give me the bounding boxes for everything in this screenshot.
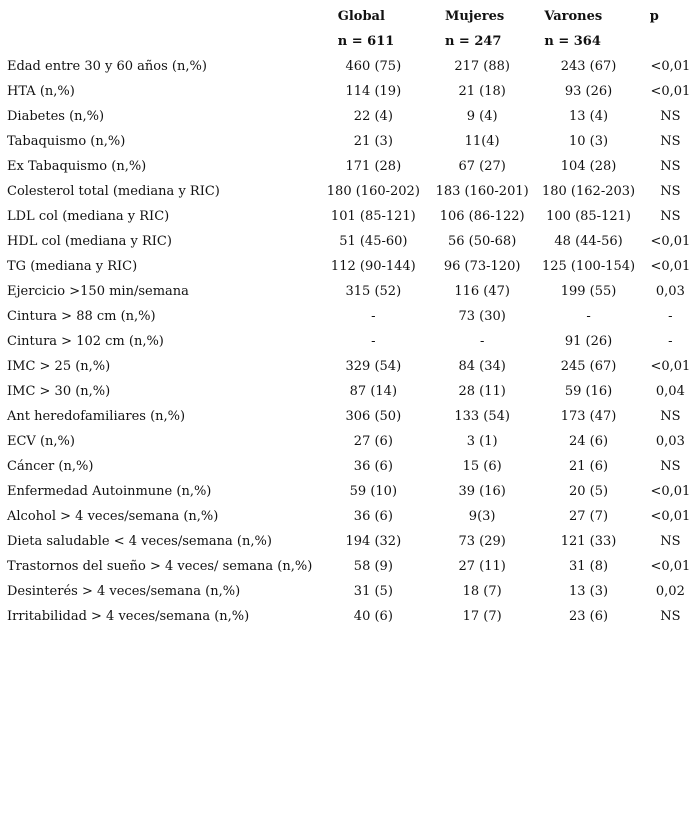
cell-p: <0,01 [650,509,691,524]
row-label: Ex Tabaquismo (n,%) [7,159,147,174]
cell-mujeres: 3 (1) [466,434,498,449]
table-row [3,129,699,154]
cell-p: - [668,334,673,349]
row-label: Cintura > 88 cm (n,%) [7,309,156,324]
row-label: Diabetes (n,%) [7,109,105,124]
table-row [3,404,699,429]
cell-mujeres: 15 (6) [462,459,502,474]
cell-p: NS [660,134,681,149]
cell-varones: 243 (67) [560,59,617,74]
row-label: Enfermedad Autoinmune (n,%) [7,484,212,499]
cell-global: 21 (3) [353,134,393,149]
cell-mujeres: 217 (88) [454,59,510,74]
row-label: HDL col (mediana y RIC) [7,234,172,249]
cell-mujeres: 73 (29) [458,534,506,549]
cell-varones: 121 (33) [560,534,617,549]
header-p: p [649,9,659,24]
row-label: IMC > 25 (n,%) [7,359,111,374]
table-row [3,204,699,229]
cell-global: 58 (9) [353,559,393,574]
cell-global: 22 (4) [353,109,393,124]
cell-mujeres: 133 (54) [454,409,510,424]
cell-global: - [371,334,376,349]
cell-varones: 31 (8) [569,559,609,574]
row-label: Ejercicio >150 min/semana [7,284,189,299]
cell-mujeres: - [479,334,485,349]
cell-mujeres: 73 (30) [458,309,506,324]
header-n-row [3,29,699,54]
table-row [3,304,699,329]
table-row [3,279,699,304]
table-row [3,104,699,129]
row-label: HTA (n,%) [7,84,75,99]
table-row [3,579,699,604]
cell-varones: 10 (3) [569,134,609,149]
header-varones: Varones [544,9,603,24]
cell-varones: 125 (100-154) [541,259,636,274]
row-label: Trastornos del sueño > 4 veces/ semana (n,%) [7,559,313,574]
cell-global: 40 (6) [353,609,393,624]
row-label: Edad entre 30 y 60 años (n,%) [7,59,207,74]
cell-global: 306 (50) [345,409,402,424]
row-label: Irritabilidad > 4 veces/semana (n,%) [7,609,250,624]
cell-varones: 48 (44-56) [554,234,623,249]
cell-mujeres: 67 (27) [458,159,506,174]
row-label: Dieta saludable < 4 veces/semana (n,%) [7,534,272,549]
table-row [3,229,699,254]
cell-p: NS [660,159,681,174]
header-global: Global [337,9,385,24]
table-row [3,54,699,79]
cell-p: 0,04 [655,384,685,399]
cell-global: 31 (5) [353,584,393,599]
cell-mujeres: 18 (7) [462,584,502,599]
header-row [3,4,699,29]
cell-p: <0,01 [650,234,691,249]
cell-varones: - [586,309,591,324]
cell-mujeres: 27 (11) [458,559,506,574]
table-row [3,179,699,204]
cell-p: NS [660,534,681,549]
row-label: TG (mediana y RIC) [7,259,138,274]
header-blank [3,4,318,29]
cell-varones: 23 (6) [569,609,609,624]
cell-global: 180 (160-202) [326,184,420,199]
row-label: ECV (n,%) [7,434,75,449]
table-row [3,379,699,404]
cell-varones: 173 (47) [560,409,617,424]
row-label: Desinterés > 4 veces/semana (n,%) [7,584,241,599]
cell-global: 87 (14) [349,384,398,399]
cell-global: 59 (10) [349,484,398,499]
cell-p: <0,01 [650,84,691,99]
cell-mujeres: 106 (86-122) [439,209,525,224]
cell-p: <0,01 [650,484,691,499]
cell-mujeres: 21 (18) [458,84,506,99]
cell-global: 315 (52) [345,284,402,299]
cell-p: 0,03 [655,284,685,299]
cell-mujeres: 9 (4) [466,109,498,124]
cell-global: 194 (32) [345,534,402,549]
data-table [3,4,699,629]
cell-varones: 199 (55) [560,284,617,299]
table-row [3,604,699,629]
row-label: LDL col (mediana y RIC) [7,209,170,224]
row-label: Colesterol total (mediana y RIC) [7,184,220,199]
cell-global: 36 (6) [353,509,393,524]
cell-varones: 180 (162-203) [541,184,636,199]
row-label: Tabaquismo (n,%) [7,134,126,149]
cell-p: NS [660,209,681,224]
table-row [3,529,699,554]
cell-varones: 27 (7) [569,509,609,524]
table-row [3,454,699,479]
cell-p: 0,02 [655,584,685,599]
header-blank [3,29,318,54]
cell-global: 114 (19) [345,84,402,99]
cell-varones: 104 (28) [560,159,617,174]
header-mujeres: Mujeres [444,9,505,24]
table-row [3,154,699,179]
cell-global: - [371,309,376,324]
row-label: IMC > 30 (n,%) [7,384,111,399]
cell-varones: 24 (6) [569,434,609,449]
cell-global: 112 (90-144) [330,259,416,274]
row-label: Cintura > 102 cm (n,%) [7,334,164,349]
cell-p: NS [660,184,681,199]
table-row [3,329,699,354]
cell-p: - [668,309,673,324]
cell-varones: 13 (3) [569,584,609,599]
row-label: Alcohol > 4 veces/semana (n,%) [7,509,219,524]
cell-global: 101 (85-121) [330,209,416,224]
row-label: Ant heredofamiliares (n,%) [7,409,186,424]
header-blank [642,29,699,54]
cell-global: 329 (54) [345,359,402,374]
table-row [3,254,699,279]
cell-p: NS [660,109,681,124]
cell-global: 460 (75) [345,59,402,74]
cell-global: 171 (28) [345,159,402,174]
cell-p: NS [660,459,681,474]
cell-mujeres: 96 (73-120) [443,259,521,274]
cell-varones: 245 (67) [560,359,617,374]
cell-p: <0,01 [650,559,691,574]
cell-mujeres: 9(3) [468,509,496,524]
table-row [3,429,699,454]
cell-p: <0,01 [650,259,691,274]
cell-varones: 93 (26) [564,84,613,99]
cell-mujeres: 84 (34) [458,359,506,374]
cell-mujeres: 56 (50-68) [447,234,517,249]
cell-varones: 100 (85-121) [546,209,631,224]
cell-p: <0,01 [650,359,691,374]
cell-varones: 91 (26) [564,334,613,349]
cell-p: 0,03 [655,434,685,449]
table-row [3,554,699,579]
header-n-varones: n = 364 [544,34,601,49]
table-row [3,354,699,379]
header-n-global: n = 611 [337,34,395,49]
table-row [3,79,699,104]
cell-varones: 13 (4) [569,109,609,124]
table-body [3,54,699,629]
cell-p: NS [660,409,681,424]
cell-mujeres: 17 (7) [462,609,502,624]
cell-mujeres: 183 (160-201) [435,184,529,199]
cell-varones: 21 (6) [569,459,609,474]
cell-p: <0,01 [650,59,691,74]
table-row [3,479,699,504]
cell-global: 27 (6) [353,434,393,449]
table-row [3,504,699,529]
cell-mujeres: 39 (16) [458,484,506,499]
cell-mujeres: 28 (11) [458,384,506,399]
cell-varones: 20 (5) [569,484,609,499]
header-n-mujeres: n = 247 [444,34,502,49]
cell-global: 36 (6) [353,459,393,474]
cell-global: 51 (45-60) [339,234,408,249]
cell-p: NS [660,609,681,624]
cell-varones: 59 (16) [564,384,613,399]
row-label: Cáncer (n,%) [7,459,94,474]
cell-mujeres: 11(4) [464,134,500,149]
cell-mujeres: 116 (47) [454,284,510,299]
